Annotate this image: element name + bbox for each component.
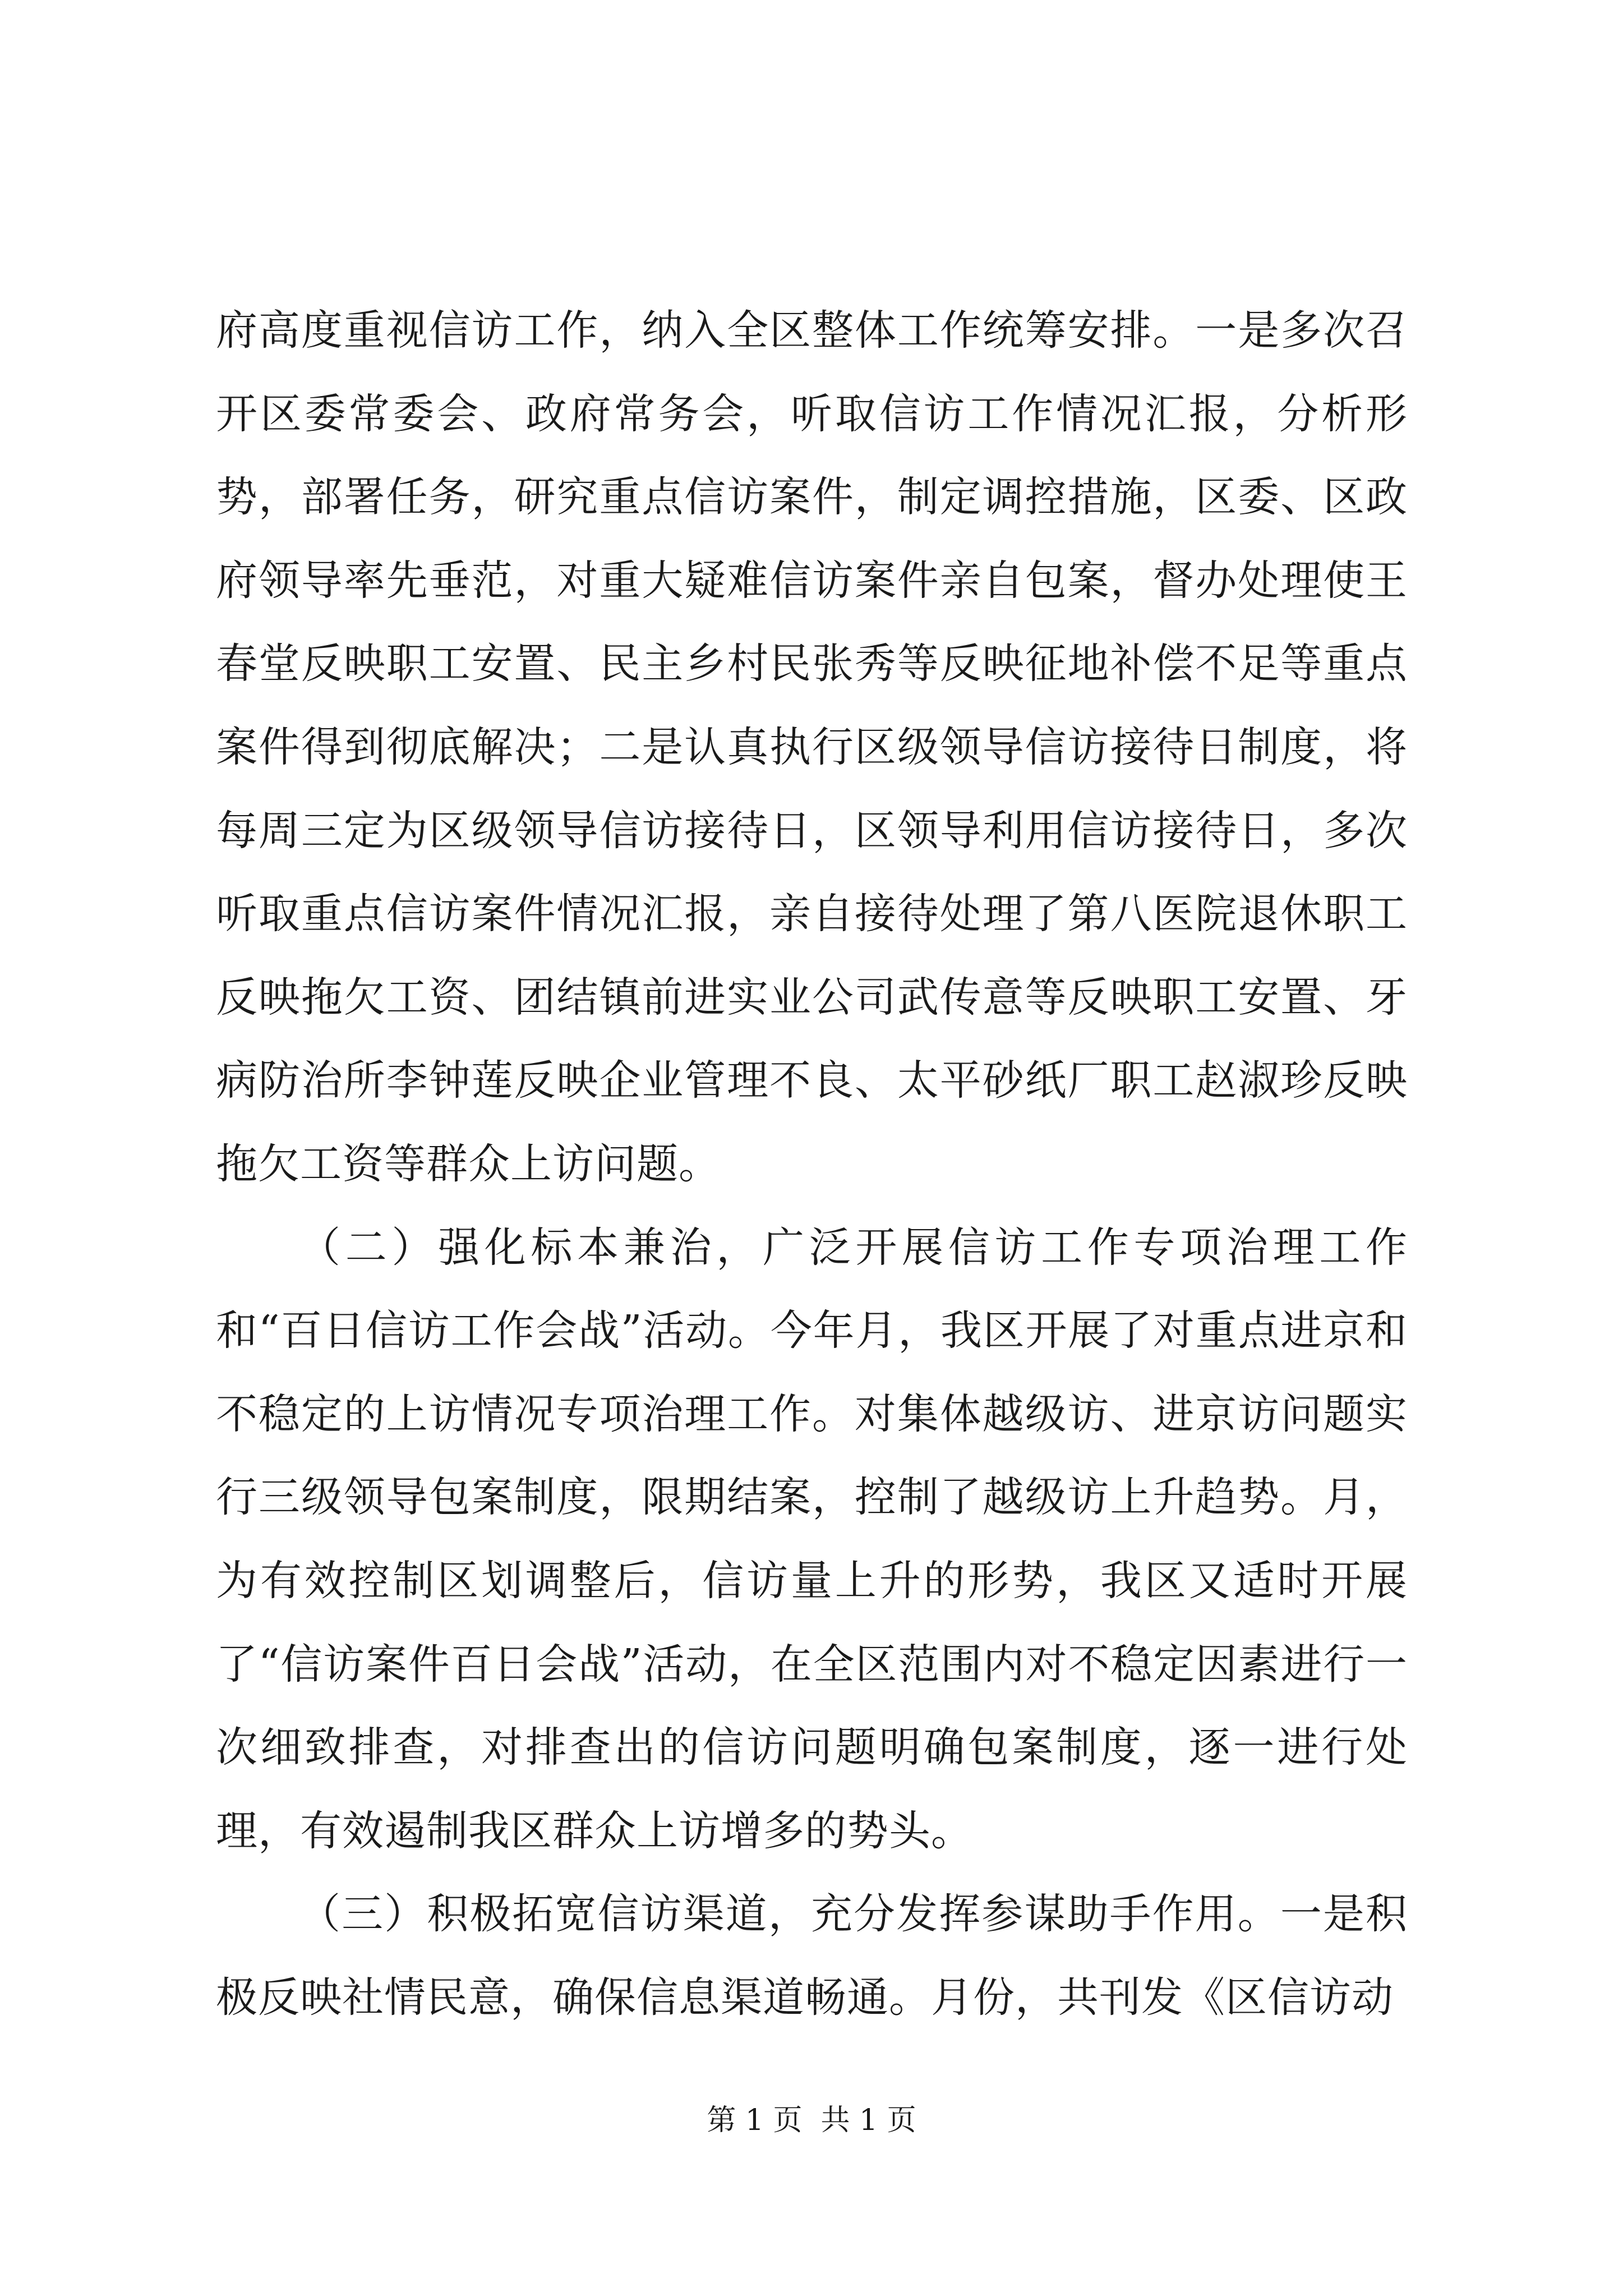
paragraph-1: 府高度重视信访工作，纳入全区整体工作统筹安排。一是多次召开区委常委会、政府常务会，听取信访工作情况汇报，分析形势，部署任务，研究重点信访案件，制定调控措施，区委、区政府领导率先垂范，对重大疑难信访案件亲自包案，督办处理使王春堂反映职工安置、民主乡村民张秀等反映征地补偿不足等重点案件得到彻底解决；二是认真执行区级领导信访接待日制度，将每周三定为区级领导信访接待日，区领导利用信访接待日，多次听取重点信访案件情况汇报，亲自接待处理了第八医院退休职工反映拖欠工资、团结镇前进实业公司武传意等反映职工安置、牙病防治所李钟莲反映企业管理不良、太平砂纸厂职工赵淑珍反映拖欠工资等群众上访问题。 <box>216 306 1408 1188</box>
paragraph-2: （二）强化标本兼治，广泛开展信访工作专项治理工作和“百日信访工作会战”活动。今年月，我区开展了对重点进京和不稳定的上访情况专项治理工作。对集体越级访、进京访问题实行三级领导包案制度，限期结案，控制了越级访上升趋势。月，为有效控制区划调整后，信访量上升的形势，我区又适时开展了“信访案件百日会战”活动，在全区范围内对不稳定因素进行一次细致排查，对排查出的信访问题明确包案制度，逐一进行处理，有效遏制我区群众上访增多的势头。 <box>216 1223 1408 1855</box>
page-footer <box>0 2101 1623 2140</box>
page-number: 第 1 页 共 1 页 <box>707 2104 916 2137</box>
paragraph-3: （三）积极拓宽信访渠道，充分发挥参谋助手作用。一是积极反映社情民意，确保信息渠道畅通。月份，共刊发《区信访动 <box>216 1890 1408 2022</box>
document-body <box>216 289 1408 2039</box>
